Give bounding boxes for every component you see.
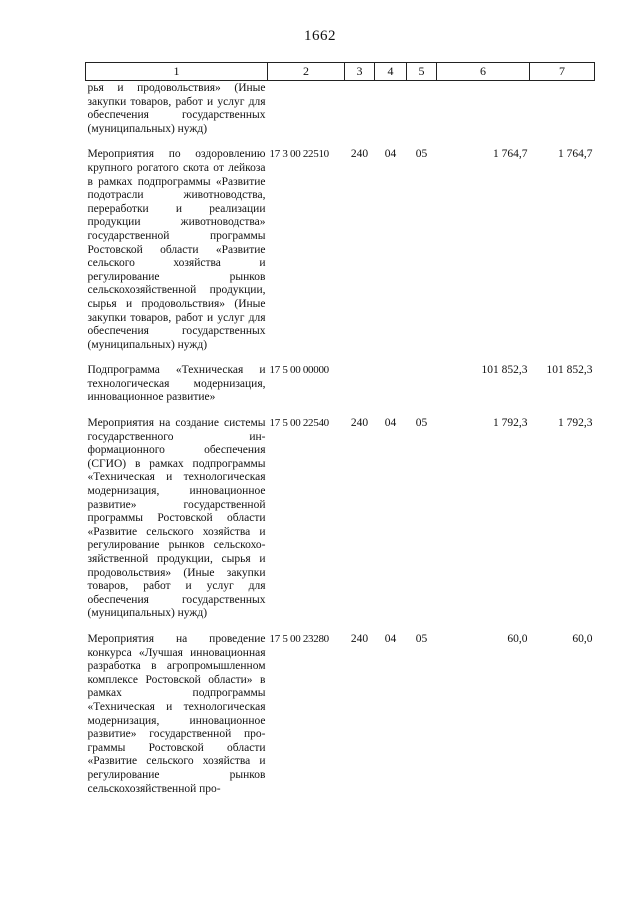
row-section <box>375 81 407 137</box>
row-expense-type: 240 <box>350 148 369 161</box>
row-sum-2: 1 792,3 <box>558 417 593 430</box>
table-row <box>86 417 595 621</box>
column-header: 1 <box>86 63 268 81</box>
row-sum-1: 60,0 <box>507 632 528 645</box>
row-sum-2: 1 764,7 <box>558 148 593 161</box>
row-subsection <box>407 364 437 405</box>
row-description: Мероприятия по оздоровлению крупного рогатого скота от лейкоза в рамках подпрограммы «Развитие подотрасли животноводства, переработки и реализации продукции животноводства» государственной программы Ростовской области «Развитие сельского хозяйства и регулирование рынков сельскохозяйственной продукции, сырья и продовольствия» (Иные закупки товаров, работ и услуг для обеспечения государственных (муниципальных) нужд) <box>87 148 266 351</box>
row-sum-1: 101 852,3 <box>481 364 528 377</box>
column-header: 2 <box>268 63 345 81</box>
row-target-code: 17 5 00 00000 <box>269 364 329 377</box>
row-sum-2 <box>530 81 595 137</box>
column-header: 5 <box>407 63 437 81</box>
row-target-code: 17 5 00 22540 <box>269 417 329 430</box>
budget-table <box>85 62 595 796</box>
row-expense-type: 240 <box>350 417 369 430</box>
table-row <box>86 633 595 796</box>
column-header: 7 <box>530 63 595 81</box>
row-description: Мероприятия на проведение конкурса «Лучшая инновационная разработка в агропромышленном комплексе Ростовской области» в рамках подпрограммы «Техническая и технологическая модернизация, инновационное развитие» государственной программы Ростовской области «Развитие сельского хозяйства и регулирование рынков сельскохозяйственной про- <box>87 632 266 795</box>
row-expense-type: 240 <box>350 632 369 645</box>
row-target-code: 17 3 00 22510 <box>269 148 329 161</box>
row-target-code <box>268 81 345 137</box>
row-section: 04 <box>384 417 397 430</box>
page-number: 1662 <box>304 28 336 44</box>
row-subsection: 05 <box>415 632 428 645</box>
row-subsection: 05 <box>415 148 428 161</box>
row-expense-type <box>345 81 375 137</box>
row-target-code: 17 5 00 23280 <box>269 632 329 645</box>
row-section <box>375 364 407 405</box>
row-section: 04 <box>384 632 397 645</box>
row-section: 04 <box>384 148 397 161</box>
row-sum-1: 1 764,7 <box>493 148 528 161</box>
row-expense-type <box>345 364 375 405</box>
table-row <box>86 364 595 405</box>
row-sum-1 <box>437 81 530 137</box>
row-sum-1: 1 792,3 <box>493 417 528 430</box>
table-row <box>86 81 595 137</box>
row-subsection <box>407 81 437 137</box>
row-sum-2: 60,0 <box>572 632 593 645</box>
row-subsection: 05 <box>415 417 428 430</box>
row-sum-2: 101 852,3 <box>546 364 593 377</box>
table-header-row <box>86 63 595 81</box>
row-description: Подпрограмма «Техническая и технологическая модернизация, инновационное развитие» <box>87 364 266 404</box>
row-description: рья и продовольствия» (Иные закупки товаров, работ и услуг для обеспечения государственных (муниципальных) нужд) <box>87 82 266 135</box>
column-header: 6 <box>437 63 530 81</box>
row-description: Мероприятия на создание системы государственного информационного обеспечения (СГИО) в рамках подпрограммы «Техническая и технологическая модернизация, инновационное развитие» государственной программы Ростовской области «Развитие сельского хозяйства и регулирование рынков сельскохозяйственной продукции, сырья и продовольствия» (Иные закупки товаров, работ и услуг для обеспечения государственных (муниципальных) нужд) <box>87 417 266 620</box>
column-header: 4 <box>375 63 407 81</box>
table-row <box>86 148 595 352</box>
column-header: 3 <box>345 63 375 81</box>
